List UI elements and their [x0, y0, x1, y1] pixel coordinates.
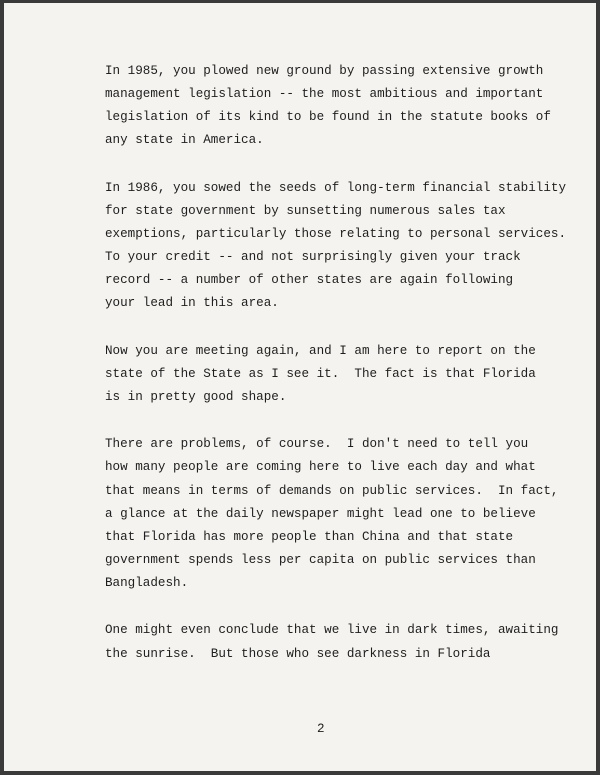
document-page	[4, 3, 596, 771]
text-line: any state in America.	[105, 133, 264, 147]
text-line: that Florida has more people than China and that state	[105, 530, 514, 544]
text-line: In 1985, you plowed new ground by passing extensive growth	[105, 64, 544, 78]
text-line: a glance at the daily newspaper might lead one to believe	[105, 507, 536, 521]
text-line: state of the State as I see it. The fact is that Florida	[105, 367, 536, 381]
text-line: your lead in this area.	[105, 296, 279, 310]
page-number: 2	[317, 722, 325, 736]
text-line: for state government by sunsetting numerous sales tax	[105, 204, 506, 218]
text-line: Bangladesh.	[105, 576, 189, 590]
text-line: the sunrise. But those who see darkness in Florida	[105, 647, 491, 661]
text-line: how many people are coming here to live each day and what	[105, 460, 536, 474]
text-line: exemptions, particularly those relating to personal services.	[105, 227, 567, 241]
text-line: One might even conclude that we live in dark times, awaiting	[105, 623, 559, 637]
text-line: legislation of its kind to be found in the statute books of	[105, 110, 551, 124]
text-line: is in pretty good shape.	[105, 390, 287, 404]
text-line: record -- a number of other states are again following	[105, 273, 514, 287]
text-line: government spends less per capita on public services than	[105, 553, 536, 567]
text-line: management legislation -- the most ambitious and important	[105, 87, 544, 101]
text-line: that means in terms of demands on public services. In fact,	[105, 484, 559, 498]
text-line: There are problems, of course. I don't need to tell you	[105, 437, 529, 451]
text-line: To your credit -- and not surprisingly given your track	[105, 250, 521, 264]
text-line: In 1986, you sowed the seeds of long-term financial stability	[105, 181, 567, 195]
text-line: Now you are meeting again, and I am here to report on the	[105, 344, 536, 358]
